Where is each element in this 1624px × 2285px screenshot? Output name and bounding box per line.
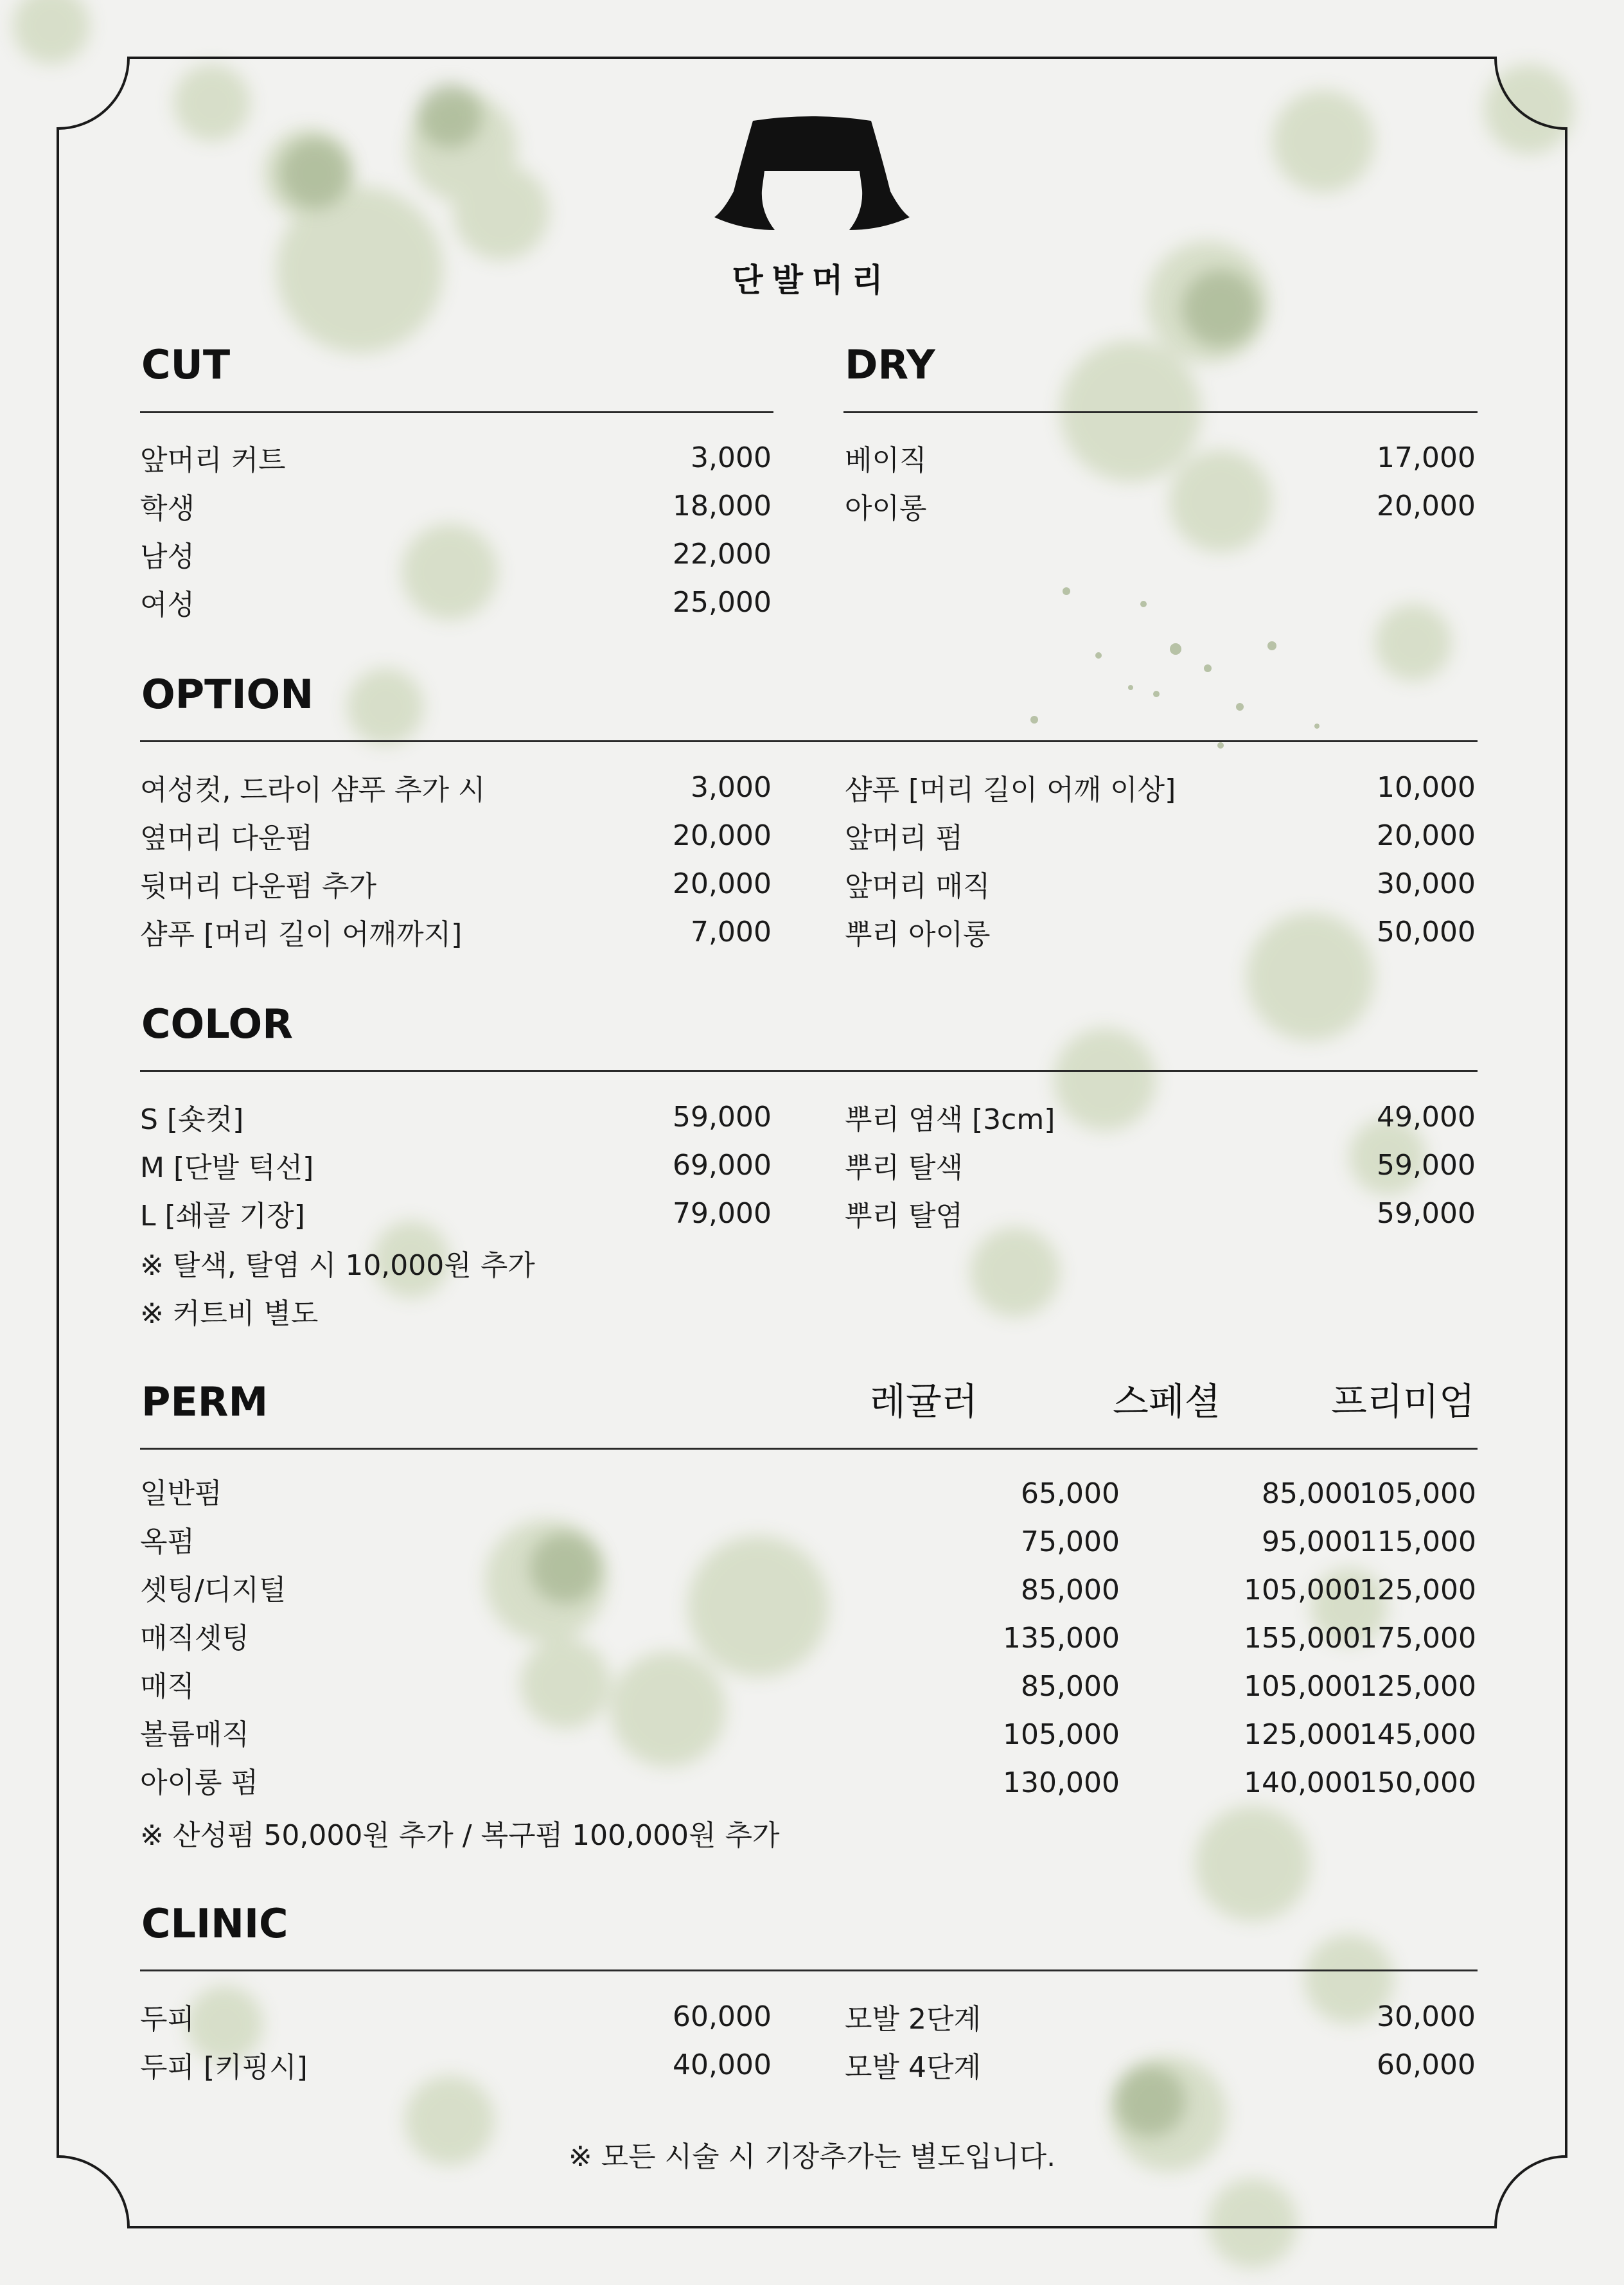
section-title-cut: CUT <box>141 341 231 388</box>
perm-row: 일반펌 65,000 85,000 105,000 <box>140 1477 1476 1510</box>
price-row: 남성 22,000 <box>140 537 772 573</box>
perm-row: 아이롱 펌 130,000 140,000 150,000 <box>140 1766 1476 1799</box>
price-row: 샴푸 [머리 길이 어깨까지] 7,000 <box>140 915 772 951</box>
section-divider <box>140 740 1478 742</box>
price-row: 앞머리 매직 30,000 <box>845 867 1476 903</box>
section-divider <box>843 411 1478 413</box>
color-note: ※ 커트비 별도 <box>140 1297 319 1330</box>
price-row: 여성 25,000 <box>140 585 772 621</box>
price-row: 샴푸 [머리 길이 어깨 이상] 10,000 <box>845 770 1476 806</box>
section-title-clinic: CLINIC <box>141 1900 288 1947</box>
perm-note: ※ 산성펌 50,000원 추가 / 복구펌 100,000원 추가 <box>140 1819 780 1852</box>
price-row: 뿌리 아이롱 50,000 <box>845 915 1476 951</box>
section-divider <box>140 1969 1478 1971</box>
price-row: 학생 18,000 <box>140 489 772 525</box>
section-divider <box>140 411 773 413</box>
section-title-option: OPTION <box>141 671 314 718</box>
price-row: 뿌리 염색 [3cm] 49,000 <box>845 1100 1476 1136</box>
perm-row: 매직 85,000 105,000 125,000 <box>140 1670 1476 1703</box>
perm-column-special: 스페셜 <box>1112 1380 1221 1423</box>
perm-column-premium: 프리미엄 <box>1330 1380 1475 1423</box>
price-row: 앞머리 커트 3,000 <box>140 441 772 477</box>
price-row: S [숏컷] 59,000 <box>140 1100 772 1136</box>
perm-row: 옥펌 75,000 95,000 115,000 <box>140 1525 1476 1558</box>
price-row: M [단발 턱선] 69,000 <box>140 1148 772 1184</box>
color-note: ※ 탈색, 탈염 시 10,000원 추가 <box>140 1249 535 1282</box>
perm-row: 볼륨매직 105,000 125,000 145,000 <box>140 1718 1476 1751</box>
price-row: 뿌리 탈색 59,000 <box>845 1148 1476 1184</box>
price-row: 두피 [키핑시] 40,000 <box>140 2048 772 2084</box>
price-row: L [쇄골 기장] 79,000 <box>140 1196 772 1232</box>
price-row: 뿌리 탈염 59,000 <box>845 1196 1476 1232</box>
price-row: 옆머리 다운펌 20,000 <box>140 819 772 855</box>
price-row: 모발 2단계 30,000 <box>845 2000 1476 2036</box>
price-row: 모발 4단계 60,000 <box>845 2048 1476 2084</box>
price-row: 뒷머리 다운펌 추가 20,000 <box>140 867 772 903</box>
price-row: 앞머리 펌 20,000 <box>845 819 1476 855</box>
section-title-dry: DRY <box>845 341 935 388</box>
price-row: 베이직 17,000 <box>845 441 1476 477</box>
price-row: 여성컷, 드라이 샴푸 추가 시 3,000 <box>140 770 772 806</box>
perm-row: 매직셋팅 135,000 155,000 175,000 <box>140 1622 1476 1655</box>
section-divider <box>140 1070 1478 1072</box>
price-row: 아이롱 20,000 <box>845 489 1476 525</box>
footer-note: ※ 모든 시술 시 기장추가는 별도입니다. <box>568 2140 1056 2173</box>
price-row: 두피 60,000 <box>140 2000 772 2036</box>
bob-hair-logo-icon <box>714 116 910 244</box>
section-title-color: COLOR <box>141 1000 293 1047</box>
perm-column-regular: 레귤러 <box>869 1380 978 1423</box>
section-divider <box>140 1448 1478 1450</box>
section-title-perm: PERM <box>141 1378 269 1425</box>
brand-name: 단발머리 <box>732 262 892 299</box>
perm-row: 셋팅/디지털 85,000 105,000 125,000 <box>140 1574 1476 1606</box>
